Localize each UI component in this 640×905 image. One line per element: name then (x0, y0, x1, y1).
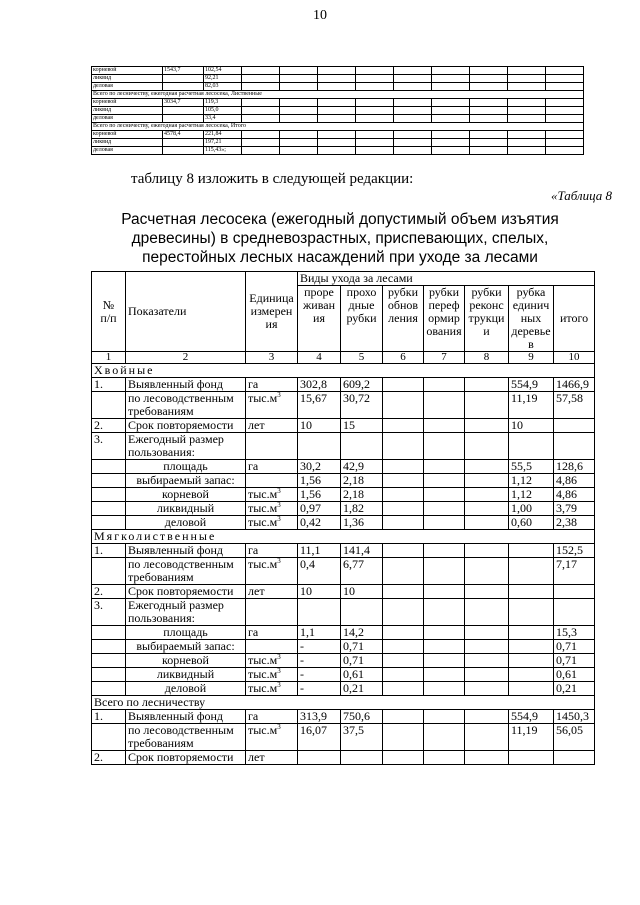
row-value (465, 654, 509, 668)
row-value (465, 502, 509, 516)
row-value (509, 558, 554, 585)
row-unit: $тыс.м^3$ (246, 558, 298, 585)
row-value: 10 (298, 585, 341, 599)
column-numbers-row: 1 2 3 4 5 6 7 8 9 10 (92, 352, 595, 364)
header-col5: прохо дные рубки (341, 286, 383, 352)
row-value (554, 751, 595, 765)
table-title (120, 210, 560, 267)
row-label: деловой (126, 516, 246, 530)
row-value: 0,97 (298, 502, 341, 516)
row-label: ликвидный (126, 668, 246, 682)
row-unit: $тыс.м^3$ (246, 392, 298, 419)
row-value (465, 751, 509, 765)
row-value: 7,17 (554, 558, 595, 585)
row-value (383, 488, 424, 502)
previous-table-fragment (91, 66, 584, 155)
row-label: Срок повторяемости (126, 585, 246, 599)
row-value (465, 626, 509, 640)
fragment-row: корневой 3034,7 119,3 (92, 99, 584, 107)
section-heading-row (92, 530, 595, 544)
row-value (298, 599, 341, 626)
row-value: 11,19 (509, 392, 554, 419)
table-row (92, 626, 595, 640)
header-col6: рубки обнов ления (383, 286, 424, 352)
table-row (92, 724, 595, 751)
row-value (424, 474, 465, 488)
row-label: выбираемый запас: (126, 640, 246, 654)
table-row (92, 751, 595, 765)
row-value: 15 (341, 419, 383, 433)
row-value (424, 626, 465, 640)
section-title: Всего по лесничеству (92, 696, 595, 710)
row-value: 128,6 (554, 460, 595, 474)
table-row (92, 488, 595, 502)
row-value: 1,00 (509, 502, 554, 516)
row-unit (246, 433, 298, 460)
fragment-row: деловая 115,43»; (92, 147, 584, 155)
header-col10: итого (554, 286, 595, 352)
row-label: по лесоводственным требованиям (126, 724, 246, 751)
row-value (383, 544, 424, 558)
fragment-row: корневой 1543,7 102,54 (92, 67, 584, 75)
row-value (465, 433, 509, 460)
row-value: 57,58 (554, 392, 595, 419)
row-value (383, 710, 424, 724)
row-value (298, 433, 341, 460)
row-value (465, 599, 509, 626)
row-label: Выявленный фонд (126, 710, 246, 724)
row-value (424, 599, 465, 626)
row-label: площадь (126, 626, 246, 640)
row-value: 1,12 (509, 488, 554, 502)
row-value (465, 419, 509, 433)
row-value (424, 682, 465, 696)
title-line: перестойных лесных насаждений при уходе за лесами (142, 249, 538, 266)
row-value: 0,42 (298, 516, 341, 530)
fragment-row: ликвид 105,0 (92, 107, 584, 115)
row-value (424, 654, 465, 668)
row-label: деловой (126, 682, 246, 696)
row-value: 750,6 (341, 710, 383, 724)
row-unit (246, 640, 298, 654)
row-value: 0,21 (341, 682, 383, 696)
row-unit: га (246, 626, 298, 640)
row-value: 16,07 (298, 724, 341, 751)
row-value (465, 682, 509, 696)
table-row (92, 599, 595, 626)
row-unit: га (246, 460, 298, 474)
row-number (92, 626, 126, 640)
row-number: 3. (92, 599, 126, 626)
row-label: по лесоводственным требованиям (126, 558, 246, 585)
row-value (424, 724, 465, 751)
row-value (509, 433, 554, 460)
row-value (383, 378, 424, 392)
row-value: 11,19 (509, 724, 554, 751)
row-label: Срок повторяемости (126, 419, 246, 433)
row-number (92, 558, 126, 585)
table-row (92, 544, 595, 558)
row-value: 14,2 (341, 626, 383, 640)
row-number: 1. (92, 710, 126, 724)
header-col9: рубка единич ных деревье в (509, 286, 554, 352)
row-number (92, 474, 126, 488)
row-number: 2. (92, 751, 126, 765)
row-value (383, 474, 424, 488)
row-number (92, 392, 126, 419)
table-row (92, 668, 595, 682)
row-value: 0,71 (341, 654, 383, 668)
row-unit: $тыс.м^3$ (246, 502, 298, 516)
row-value (424, 751, 465, 765)
fragment-row: деловая 33,4 (92, 115, 584, 123)
row-value: - (298, 668, 341, 682)
row-value: 4,86 (554, 474, 595, 488)
row-value (509, 626, 554, 640)
row-unit: $тыс.м^3$ (246, 654, 298, 668)
row-unit: га (246, 378, 298, 392)
row-number (92, 516, 126, 530)
row-value: 15,67 (298, 392, 341, 419)
row-value (465, 488, 509, 502)
row-value (383, 433, 424, 460)
row-value (341, 433, 383, 460)
row-number (92, 682, 126, 696)
row-value (509, 599, 554, 626)
header-care-types: Виды ухода за лесами (298, 272, 595, 286)
table-row (92, 460, 595, 474)
table-row (92, 502, 595, 516)
row-value: 10 (298, 419, 341, 433)
table-row (92, 640, 595, 654)
row-value (424, 419, 465, 433)
table-row (92, 710, 595, 724)
row-value (424, 668, 465, 682)
table-row (92, 682, 595, 696)
main-table (91, 271, 595, 765)
section-title: Мягколиственные (92, 530, 595, 544)
row-number (92, 724, 126, 751)
row-unit: лет (246, 419, 298, 433)
table-row (92, 474, 595, 488)
header-num: № п/п (92, 272, 126, 352)
row-value (465, 460, 509, 474)
row-value: 313,9 (298, 710, 341, 724)
row-unit (246, 599, 298, 626)
row-value (424, 392, 465, 419)
header-indicators: Показатели (126, 272, 246, 352)
row-value: 30,2 (298, 460, 341, 474)
row-value: 2,18 (341, 474, 383, 488)
row-label: корневой (126, 488, 246, 502)
row-unit: $тыс.м^3$ (246, 682, 298, 696)
row-value (424, 460, 465, 474)
row-number: 1. (92, 544, 126, 558)
fragment-row: Всего по лесничеству, ежегодная расчетная лесосека, Лиственные (92, 91, 584, 99)
row-value: 42,9 (341, 460, 383, 474)
row-label: Срок повторяемости (126, 751, 246, 765)
row-label: Выявленный фонд (126, 544, 246, 558)
row-number: 1. (92, 378, 126, 392)
row-unit: лет (246, 751, 298, 765)
row-value (554, 585, 595, 599)
row-value: 10 (341, 585, 383, 599)
row-value (554, 433, 595, 460)
row-value: 1466,9 (554, 378, 595, 392)
row-value (383, 654, 424, 668)
row-value: - (298, 682, 341, 696)
row-number: 3. (92, 433, 126, 460)
section-heading-row (92, 696, 595, 710)
row-unit: $тыс.м^3$ (246, 668, 298, 682)
row-value: 141,4 (341, 544, 383, 558)
row-label: корневой (126, 654, 246, 668)
row-value (383, 558, 424, 585)
row-value: 3,79 (554, 502, 595, 516)
row-number (92, 668, 126, 682)
row-value (509, 751, 554, 765)
row-value (424, 558, 465, 585)
row-value: 0,71 (341, 640, 383, 654)
row-value (383, 502, 424, 516)
row-value (424, 544, 465, 558)
row-value: 0,60 (509, 516, 554, 530)
row-value (424, 710, 465, 724)
row-unit: $тыс.м^3$ (246, 516, 298, 530)
row-value: 1,36 (341, 516, 383, 530)
row-value: 1450,3 (554, 710, 595, 724)
row-value (383, 668, 424, 682)
row-unit: га (246, 710, 298, 724)
row-value: 554,9 (509, 710, 554, 724)
row-value: 11,1 (298, 544, 341, 558)
row-value (465, 392, 509, 419)
header-col8: рубки реконс трукци и (465, 286, 509, 352)
row-value (465, 516, 509, 530)
row-value (465, 710, 509, 724)
section-heading-row (92, 364, 595, 378)
row-value: 0,61 (341, 668, 383, 682)
row-value (465, 724, 509, 751)
header-col7: рубки переф ормир ования (424, 286, 465, 352)
row-value: 302,8 (298, 378, 341, 392)
fragment-row: ликвид 197,21 (92, 139, 584, 147)
row-value: 2,18 (341, 488, 383, 502)
row-number (92, 640, 126, 654)
fragment-row: деловая 82,03 (92, 83, 584, 91)
row-value (341, 599, 383, 626)
row-number (92, 460, 126, 474)
row-value (424, 433, 465, 460)
row-label: Ежегодный размер пользования: (126, 433, 246, 460)
row-number: 2. (92, 419, 126, 433)
title-line: Расчетная лесосека (ежегодный допустимый объем изъятия (121, 211, 559, 228)
row-value: 1,82 (341, 502, 383, 516)
table-row (92, 654, 595, 668)
header-col4: проре живан ия (298, 286, 341, 352)
row-value (298, 751, 341, 765)
row-value: 0,71 (554, 654, 595, 668)
row-label: выбираемый запас: (126, 474, 246, 488)
row-value (383, 392, 424, 419)
row-label: ликвидный (126, 502, 246, 516)
row-value (383, 419, 424, 433)
row-unit (246, 474, 298, 488)
row-value (383, 751, 424, 765)
row-value: 609,2 (341, 378, 383, 392)
table-row (92, 516, 595, 530)
row-value: 1,12 (509, 474, 554, 488)
row-value (424, 502, 465, 516)
row-value: 15,3 (554, 626, 595, 640)
row-value (509, 640, 554, 654)
header-unit: Единица измерен ия (246, 272, 298, 352)
row-value: 10 (509, 419, 554, 433)
row-value: - (298, 640, 341, 654)
row-value (465, 585, 509, 599)
row-value (509, 544, 554, 558)
row-value: 1,1 (298, 626, 341, 640)
table-row (92, 392, 595, 419)
row-number (92, 654, 126, 668)
fragment-row: Всего по лесничеству, ежегодная расчетная лесосека, Итого (92, 123, 584, 131)
table-row (92, 419, 595, 433)
row-value (509, 668, 554, 682)
row-value (424, 488, 465, 502)
row-number: 2. (92, 585, 126, 599)
row-value: 152,5 (554, 544, 595, 558)
table-row (92, 585, 595, 599)
page-number: 10 (313, 8, 327, 23)
intro-text: таблицу 8 изложить в следующей редакции: (131, 171, 414, 187)
row-label: по лесоводственным требованиям (126, 392, 246, 419)
row-value: 1,56 (298, 474, 341, 488)
title-line: древесины) в средневозрастных, приспевающих, спелых, (131, 230, 549, 247)
row-label: Выявленный фонд (126, 378, 246, 392)
row-number (92, 488, 126, 502)
row-value: - (298, 654, 341, 668)
section-title: Хвойные (92, 364, 595, 378)
row-value (509, 654, 554, 668)
row-value (554, 599, 595, 626)
row-value (465, 558, 509, 585)
row-value (465, 544, 509, 558)
row-number (92, 502, 126, 516)
row-label: Ежегодный размер пользования: (126, 599, 246, 626)
row-unit: лет (246, 585, 298, 599)
row-value: 1,56 (298, 488, 341, 502)
row-value (341, 751, 383, 765)
row-value (509, 682, 554, 696)
row-unit: га (246, 544, 298, 558)
row-value (383, 585, 424, 599)
row-value (424, 585, 465, 599)
row-value: 37,5 (341, 724, 383, 751)
row-value (383, 516, 424, 530)
table-row (92, 433, 595, 460)
row-value (424, 516, 465, 530)
row-label: площадь (126, 460, 246, 474)
row-value: 55,5 (509, 460, 554, 474)
row-value (554, 419, 595, 433)
row-value (383, 640, 424, 654)
row-unit: $тыс.м^3$ (246, 488, 298, 502)
table-row (92, 378, 595, 392)
row-value: 0,71 (554, 640, 595, 654)
row-value (465, 378, 509, 392)
fragment-row: корневой 4578,4 221,84 (92, 131, 584, 139)
row-value (509, 585, 554, 599)
row-value: 30,72 (341, 392, 383, 419)
row-value: 2,38 (554, 516, 595, 530)
row-value (383, 626, 424, 640)
row-value: 6,77 (341, 558, 383, 585)
row-value (383, 599, 424, 626)
row-value (383, 682, 424, 696)
row-value: 554,9 (509, 378, 554, 392)
table-label: «Таблица 8 (550, 188, 612, 203)
row-value: 0,4 (298, 558, 341, 585)
row-value (424, 378, 465, 392)
row-value: 4,86 (554, 488, 595, 502)
row-unit: $тыс.м^3$ (246, 724, 298, 751)
row-value: 0,21 (554, 682, 595, 696)
row-value (383, 460, 424, 474)
row-value (465, 640, 509, 654)
row-value (424, 640, 465, 654)
fragment-row: ликвид 92,21 (92, 75, 584, 83)
row-value (465, 474, 509, 488)
row-value: 0,61 (554, 668, 595, 682)
row-value: 56,05 (554, 724, 595, 751)
row-value (465, 668, 509, 682)
row-value (383, 724, 424, 751)
table-row (92, 558, 595, 585)
